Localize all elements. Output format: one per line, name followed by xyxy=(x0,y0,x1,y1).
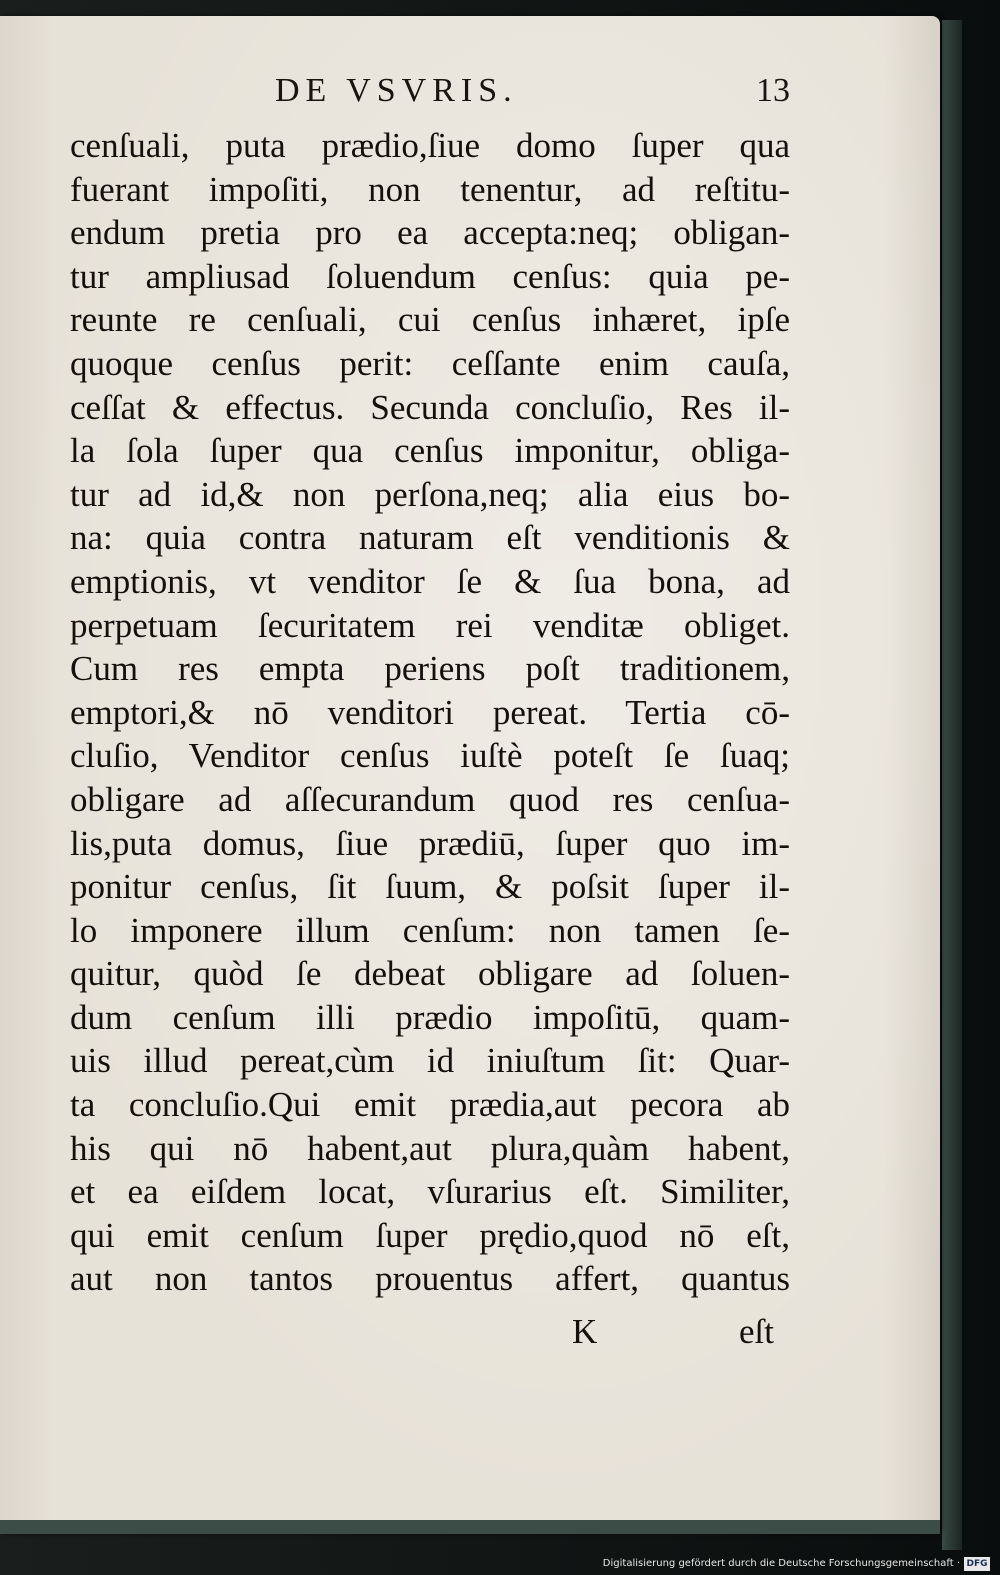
text-line: ta concluſio.Qui emit prædia,aut pecora ab xyxy=(70,1085,790,1125)
page-header xyxy=(70,72,790,116)
text-line: perpetuam ſecuritatem rei venditæ obliget. xyxy=(70,605,790,645)
text-line: Cum res empta periens poſt traditionem, xyxy=(70,649,790,689)
signature-line xyxy=(70,1312,790,1356)
text-line: uis illud pereat,cùm id iniuſtum ſit: Quar- xyxy=(70,1041,790,1081)
text-line: lis,puta domus, ſiue prædiū, ſuper quo im- xyxy=(70,823,790,863)
text-line: la ſola ſuper qua cenſus imponitur, obliga- xyxy=(70,431,790,471)
text-line: na: quia contra naturam eſt venditionis & xyxy=(70,518,790,558)
body-text xyxy=(70,124,790,1301)
text-line: obligare ad aſſecurandum quod res cenſua- xyxy=(70,779,790,819)
text-line: tur ad id,& non perſona,neq; alia eius bo- xyxy=(70,474,790,514)
text-line: quoque cenſus perit: ceſſante enim cauſa, xyxy=(70,343,790,383)
text-line: et ea eiſdem locat, vſurarius eſt. Similiter, xyxy=(70,1172,790,1212)
page-number: 13 xyxy=(756,72,790,109)
signature-mark: K xyxy=(572,1312,598,1351)
dfg-logo: DFG xyxy=(964,1557,990,1571)
text-line: cluſio, Venditor cenſus iuſtè poteſt ſe ſuaq; xyxy=(70,736,790,776)
text-line: qui emit cenſum ſuper prędio,quod nō eſt, xyxy=(70,1215,790,1255)
text-line: endum pretia pro ea accepta:neq; obligan- xyxy=(70,213,790,253)
catchword: eſt xyxy=(739,1312,774,1351)
text-line: aut non tantos prouentus affert, quantus xyxy=(70,1259,790,1299)
text-line: tur ampliusad ſoluendum cenſus: quia pe- xyxy=(70,256,790,296)
digitization-credit: Digitalisierung gefördert durch die Deutsche Forschungsgemeinschaft · xyxy=(602,1558,960,1569)
text-line: emptionis, vt venditor ſe & ſua bona, ad xyxy=(70,561,790,601)
book-cover-edge xyxy=(942,20,962,1550)
text-line: cenſuali, puta prædio,ſiue domo ſuper qua xyxy=(70,126,790,165)
text-line: reunte re cenſuali, cui cenſus inhæret, ipſe xyxy=(70,300,790,340)
text-line: ceſſat & effectus. Secunda concluſio, Res il- xyxy=(70,387,790,427)
text-line: his qui nō habent,aut plura,quàm habent, xyxy=(70,1128,790,1168)
running-title: DE VSVRIS. xyxy=(275,72,518,109)
text-line: lo imponere illum cenſum: non tamen ſe- xyxy=(70,910,790,950)
text-line: emptori,& nō venditori pereat. Tertia cō- xyxy=(70,692,790,732)
text-line: quitur, quòd ſe debeat obligare ad ſoluen- xyxy=(70,954,790,994)
text-line: dum cenſum illi prædio impoſitū, quam- xyxy=(70,997,790,1037)
text-line: ponitur cenſus, ſit ſuum, & poſsit ſuper il- xyxy=(70,867,790,907)
text-line: fuerant impoſiti, non tenentur, ad reſtitu- xyxy=(70,169,790,209)
page-bottom-edge xyxy=(0,1520,940,1534)
